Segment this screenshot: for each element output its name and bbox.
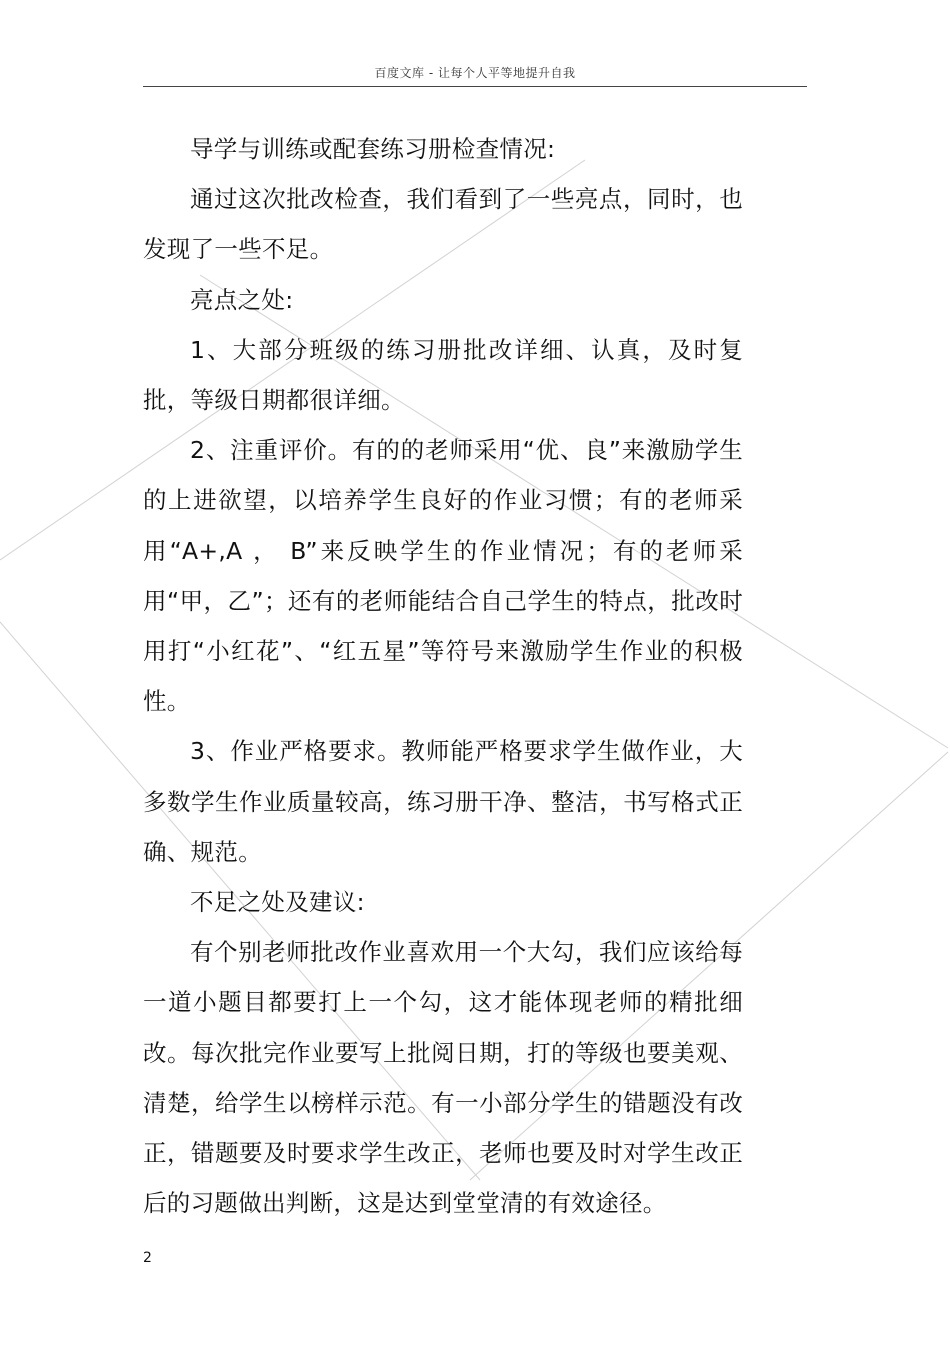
- section-heading-inspection: 导学与训练或配套练习册检查情况:: [190, 135, 556, 163]
- paragraph-highlight-1: 1、大部分班级的练习册批改详细、认真，及时复批，等级日期都很详细。: [143, 335, 743, 415]
- page-header: 百度文库 - 让每个人平等地提升自我: [374, 66, 576, 80]
- paragraph-suggestions: 有个别老师批改作业喜欢用一个大勾，我们应该给每一道小题目都要打上一个勾，这才能体现老师的精批细改。每次批完作业要写上批阅日期，打的等级也要美观、清楚，给学生以榜样示范。有一小部分学生的错题没有改正，错题要及时要求学生改正，老师也要及时对学生改正后的习题做出判断，这是达到堂堂清的有效途径。: [143, 938, 743, 1218]
- document-body: [143, 124, 743, 1228]
- page-number: 2: [143, 1250, 152, 1266]
- section-heading-highlights: 亮点之处:: [190, 285, 294, 314]
- paragraph-intro: 通过这次批改检查，我们看到了一些亮点，同时，也发现了一些不足。: [143, 185, 743, 264]
- header-divider: [143, 86, 807, 87]
- paragraph-highlight-2: 2、注重评价。有的的老师采用“优、良”来激励学生的上进欲望，以培养学生良好的作业习惯；有的老师采用“A+,A ， B”来反映学生的作业情况；有的老师采用“甲，乙”；还有的老师能结合自己学生的特点，批改时用打“小红花”、“红五星”等符号来激励学生作业的积极性。: [143, 436, 743, 716]
- section-heading-shortcomings: 不足之处及建议:: [190, 888, 365, 917]
- paragraph-highlight-3: 3、作业严格要求。教师能严格要求学生做作业，大多数学生作业质量较高，练习册干净、整洁，书写格式正确、规范。: [143, 737, 743, 866]
